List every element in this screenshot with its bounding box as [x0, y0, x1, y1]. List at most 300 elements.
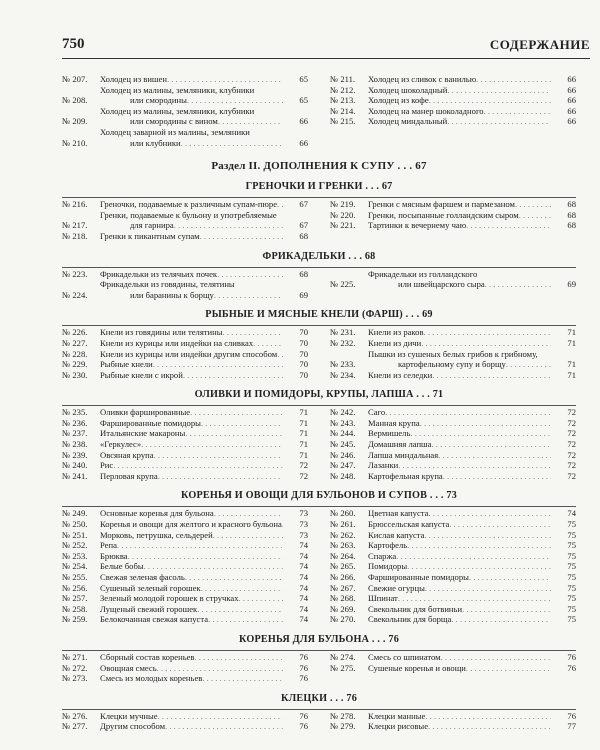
entry-title	[368, 349, 551, 370]
toc-entry[interactable]	[62, 540, 308, 551]
entry-page: 68	[567, 199, 576, 210]
toc-entry[interactable]	[62, 269, 308, 280]
toc-entry[interactable]	[330, 418, 576, 429]
toc-entry[interactable]	[62, 428, 308, 439]
toc-entry[interactable]	[330, 407, 576, 418]
entry-page: 72	[567, 439, 576, 450]
entry-page: 66	[567, 95, 576, 106]
left-column	[62, 508, 308, 625]
entry-title-line	[100, 231, 283, 242]
toc-entry[interactable]	[330, 74, 576, 85]
toc-entry[interactable]	[62, 349, 308, 360]
toc-entry[interactable]	[330, 508, 576, 519]
left-column	[62, 407, 308, 481]
entry-page: 75	[567, 529, 576, 540]
entry-page: 75	[567, 540, 576, 551]
toc-entry[interactable]	[330, 593, 576, 604]
toc-entry[interactable]	[330, 220, 576, 231]
dot-leader	[407, 561, 551, 572]
entry-title	[100, 127, 283, 148]
toc-entry[interactable]	[330, 471, 576, 482]
entry-title	[368, 593, 551, 604]
entry-page: 66	[299, 137, 308, 148]
toc-entry[interactable]	[62, 407, 308, 418]
dot-leader	[183, 370, 283, 381]
entry-number: № 225.	[330, 279, 356, 290]
toc-entry[interactable]	[330, 428, 576, 439]
entry-title-line	[100, 359, 283, 370]
dot-leader	[158, 711, 283, 722]
toc-entry[interactable]	[330, 614, 576, 625]
entry-title-text: или баранины к борщу	[130, 289, 214, 300]
entry-number: № 223.	[62, 268, 88, 279]
entry-number: № 238.	[62, 439, 88, 450]
dot-leader	[181, 138, 283, 149]
entry-page: 72	[567, 470, 576, 481]
toc-entry[interactable]	[330, 583, 576, 594]
section-divider	[62, 325, 576, 326]
entry-number: № 271.	[62, 651, 88, 662]
toc-entry[interactable]	[62, 530, 308, 541]
entry-title	[368, 583, 551, 594]
entry-number: № 221.	[330, 220, 356, 231]
toc-entry[interactable]	[330, 210, 576, 221]
entry-page: 68	[567, 209, 576, 220]
entry-number: № 264.	[330, 550, 356, 561]
entry-title-text: или швейцарского сыра	[398, 279, 485, 290]
dot-leader	[429, 95, 551, 106]
entry-page: 71	[567, 327, 576, 338]
toc-entry[interactable]	[62, 471, 308, 482]
toc-entry[interactable]	[62, 85, 308, 106]
entry-title-text: Свекольник для борща	[368, 614, 452, 625]
toc-entry[interactable]	[62, 359, 308, 370]
entry-number: № 208.	[62, 95, 88, 106]
toc-entry[interactable]	[330, 95, 576, 106]
toc-entry[interactable]	[62, 127, 308, 148]
entry-number: № 220.	[330, 209, 356, 220]
right-column	[330, 711, 576, 732]
entry-title-line	[100, 407, 283, 418]
entry-columns	[62, 199, 576, 241]
entry-columns	[62, 711, 576, 732]
entry-title-text: Холодец на манер шоколадного	[368, 105, 484, 116]
entry-title-text: Основные коренья для бульона	[100, 508, 214, 519]
entry-number: № 261.	[330, 519, 356, 530]
entry-title	[100, 551, 283, 562]
entry-title-line	[368, 508, 551, 519]
entry-title-text: Холодец из вишен	[100, 74, 167, 84]
dot-leader	[167, 74, 283, 85]
dot-leader	[425, 711, 551, 722]
entry-number: № 217.	[62, 220, 88, 231]
toc-entry[interactable]	[62, 572, 308, 583]
toc-entry[interactable]	[330, 327, 576, 338]
entry-title-text: Рыбные кнели	[100, 359, 153, 370]
entry-page: 75	[567, 561, 576, 572]
dot-leader	[398, 460, 551, 471]
entry-title-line	[100, 711, 283, 722]
entry-title-text: картофельному супу и борщу	[398, 359, 506, 370]
entry-title	[100, 370, 283, 381]
entry-title	[368, 652, 551, 663]
entry-title-line	[368, 210, 551, 221]
toc-entry[interactable]	[330, 551, 576, 562]
entry-page: 70	[299, 359, 308, 370]
dot-leader	[410, 428, 551, 439]
toc-entry[interactable]	[62, 663, 308, 674]
toc-entry[interactable]	[330, 269, 576, 290]
toc-entry[interactable]	[62, 418, 308, 429]
entry-page: 74	[299, 593, 308, 604]
dot-leader	[421, 338, 551, 349]
entry-title	[100, 572, 283, 583]
entry-title	[368, 508, 551, 519]
toc-entry[interactable]	[62, 652, 308, 663]
entry-number: № 250.	[62, 519, 88, 530]
dot-leader	[194, 652, 283, 663]
toc-entry[interactable]	[330, 370, 576, 381]
entry-page: 71	[299, 417, 308, 428]
entry-title-text: Рис	[100, 460, 114, 471]
entry-title-line	[100, 95, 283, 106]
entry-page: 75	[567, 582, 576, 593]
toc-entry[interactable]	[330, 349, 576, 370]
entry-title-line	[368, 530, 551, 541]
entry-title-line	[100, 460, 283, 471]
toc-entry[interactable]	[330, 116, 576, 127]
entry-page: 77	[567, 721, 576, 732]
entry-title-text: Греночки, подаваемые к различным супам-пюре	[100, 199, 278, 210]
toc-entry[interactable]	[62, 604, 308, 615]
entry-title-line	[368, 439, 551, 450]
entry-title-line	[100, 604, 283, 615]
entry-title-line	[100, 673, 283, 684]
dot-leader	[253, 338, 283, 349]
toc-entry[interactable]	[62, 338, 308, 349]
toc-entry[interactable]	[330, 572, 576, 583]
toc-entry[interactable]	[330, 460, 576, 471]
toc-entry[interactable]	[330, 199, 576, 210]
entry-title-line	[368, 450, 551, 461]
entry-number: № 219.	[330, 199, 356, 210]
toc-entry[interactable]	[330, 604, 576, 615]
entry-title-text: Брюссельская капуста	[368, 519, 450, 530]
toc-entry[interactable]	[62, 231, 308, 242]
toc-entry[interactable]	[330, 450, 576, 461]
entry-number: № 263.	[330, 540, 356, 551]
dot-leader	[462, 604, 551, 615]
entry-title-text: Помидоры	[368, 561, 408, 572]
entry-number: № 275.	[330, 662, 356, 673]
entry-columns	[62, 327, 576, 380]
toc-entry[interactable]	[62, 460, 308, 471]
entry-page: 76	[299, 651, 308, 662]
entry-title-text: Итальянские макароны	[100, 428, 186, 439]
entry-page: 66	[567, 74, 576, 84]
entry-page: 69	[299, 289, 308, 300]
entry-title	[368, 106, 551, 117]
toc-entry[interactable]	[62, 721, 308, 732]
entry-number: № 240.	[62, 460, 88, 471]
toc-entry[interactable]	[330, 652, 576, 663]
entry-title-text: Кнели из дичи	[368, 337, 422, 348]
entry-title-line	[100, 418, 283, 429]
dot-leader	[144, 561, 283, 572]
entry-page: 67	[299, 220, 308, 231]
entry-page: 72	[299, 470, 308, 481]
entry-page: 73	[299, 519, 308, 530]
entry-number: № 234.	[330, 369, 356, 380]
entry-number: № 244.	[330, 428, 356, 439]
toc-entry[interactable]	[330, 540, 576, 551]
entry-title-line	[368, 407, 551, 418]
entry-title-line	[368, 663, 551, 674]
entry-title	[368, 519, 551, 530]
entry-title-line	[100, 74, 283, 85]
toc-entry[interactable]	[330, 711, 576, 722]
toc-entry[interactable]	[330, 561, 576, 572]
entry-number: № 266.	[330, 572, 356, 582]
entry-page: 76	[299, 662, 308, 673]
entry-page: 73	[299, 508, 308, 519]
entry-title-line	[100, 572, 283, 583]
entry-columns	[62, 74, 576, 148]
entry-title-line	[368, 428, 551, 439]
entry-number: № 245.	[330, 439, 356, 450]
dot-leader	[200, 231, 283, 242]
dot-leader	[398, 593, 551, 604]
entry-title-text: Белые бобы	[100, 561, 144, 572]
dot-leader	[277, 199, 283, 210]
toc-entry[interactable]	[62, 199, 308, 210]
toc-entry[interactable]	[330, 519, 576, 530]
dot-leader	[385, 407, 551, 418]
entry-title-text: Белокочанная свежая капуста	[100, 614, 209, 625]
entry-page: 66	[567, 84, 576, 95]
toc-entry[interactable]	[62, 614, 308, 625]
entry-title-line	[368, 327, 551, 338]
entry-title-line	[368, 370, 551, 381]
entry-title	[100, 460, 283, 471]
entry-page: 74	[299, 561, 308, 572]
dot-leader	[277, 349, 283, 360]
dot-leader	[214, 508, 283, 519]
entry-title	[368, 711, 551, 722]
entry-page: 68	[567, 220, 576, 231]
entry-title	[368, 572, 551, 583]
entry-title-text: Свекольник для ботвиньи	[368, 603, 463, 614]
entry-columns	[62, 652, 576, 684]
entry-page: 72	[567, 428, 576, 439]
dot-leader	[449, 519, 551, 530]
entry-title	[100, 279, 283, 300]
entry-number: № 260.	[330, 508, 356, 519]
entry-title	[368, 116, 551, 127]
entry-title-text: Тартинки к вечернему чаю	[368, 220, 467, 231]
right-column	[330, 199, 576, 241]
entry-title	[100, 711, 283, 722]
entry-title-line	[100, 450, 283, 461]
entry-title-line	[100, 428, 283, 439]
toc-entry[interactable]	[62, 508, 308, 519]
dot-leader	[190, 407, 283, 418]
toc-entry[interactable]	[330, 663, 576, 674]
entry-title-text: Лапша миндальная	[368, 449, 439, 460]
toc-entry[interactable]	[330, 530, 576, 541]
entry-title-text: или смородины с вином	[130, 116, 218, 127]
entry-title-line	[100, 338, 283, 349]
entry-title-text: Кнели из говядины или телятины	[100, 327, 223, 338]
toc-entry[interactable]	[62, 74, 308, 85]
entry-page: 72	[567, 407, 576, 418]
toc-entry[interactable]	[62, 711, 308, 722]
right-column	[330, 508, 576, 625]
entry-number: № 229.	[62, 359, 88, 370]
entry-title-text: Смесь из молодых кореньев	[100, 673, 203, 684]
entry-title-line	[368, 199, 551, 210]
toc-entry[interactable]	[62, 106, 308, 127]
entry-number: № 241.	[62, 470, 88, 481]
entry-title	[100, 530, 283, 541]
entry-title-text: Овсяная крупа	[100, 449, 154, 460]
dot-leader	[202, 673, 283, 684]
right-column	[330, 327, 576, 380]
entry-title	[368, 220, 551, 231]
entry-title	[368, 721, 551, 732]
entry-title	[100, 450, 283, 461]
entry-title-text: Клецки рисовые	[368, 721, 429, 732]
entry-title	[100, 210, 283, 231]
entry-number: № 209.	[62, 116, 88, 127]
entry-title-text: Домашняя лапша	[368, 439, 432, 450]
toc-entry[interactable]	[62, 561, 308, 572]
entry-title	[100, 407, 283, 418]
toc-entry[interactable]	[62, 551, 308, 562]
dot-leader	[438, 450, 551, 461]
entry-title	[368, 327, 551, 338]
entry-title-text: Гренки, посыпанные голландским сыром	[368, 209, 519, 220]
toc-entry[interactable]	[330, 85, 576, 96]
toc-entry[interactable]	[62, 673, 308, 684]
section-heading: РЫБНЫЕ И МЯСНЫЕ КНЕЛИ (ФАРШ) . . . 69	[205, 309, 433, 321]
entry-number: № 231.	[330, 327, 356, 338]
entry-title-text: Лущеный свежий горошек	[100, 603, 198, 614]
entry-title-line	[368, 85, 551, 96]
entry-title-line	[368, 604, 551, 615]
entry-page: 76	[299, 721, 308, 732]
entry-page: 76	[567, 662, 576, 673]
entry-title-line	[368, 220, 551, 231]
entry-title	[100, 327, 283, 338]
entry-page: 76	[567, 651, 576, 662]
entry-title	[368, 471, 551, 482]
entry-title-line: Фрикадельки из говядины, телятины	[100, 279, 235, 290]
dot-leader	[185, 428, 283, 439]
toc-entry[interactable]	[62, 439, 308, 450]
toc-entry[interactable]	[62, 519, 308, 530]
entry-page: 76	[299, 673, 308, 684]
entry-title	[368, 604, 551, 615]
entry-title-text: для гарнира	[130, 220, 174, 231]
dot-leader	[282, 519, 283, 530]
entry-page: 68	[299, 230, 308, 241]
entry-title	[100, 673, 283, 684]
entry-number: № 210.	[62, 137, 88, 148]
entry-number: № 259.	[62, 614, 88, 625]
entry-title	[368, 614, 551, 625]
entry-title-line	[100, 439, 283, 450]
dot-leader	[197, 604, 283, 615]
entry-title	[100, 663, 283, 674]
entry-page: 71	[567, 359, 576, 370]
section-divider	[62, 267, 576, 268]
entry-title-line	[100, 290, 283, 301]
entry-title-text: Картофель	[368, 540, 408, 551]
toc-entry[interactable]	[62, 279, 308, 300]
right-column	[330, 269, 576, 301]
entry-page: 74	[299, 603, 308, 614]
entry-title	[368, 269, 551, 290]
toc-entry[interactable]	[62, 210, 308, 231]
entry-page: 74	[299, 614, 308, 625]
entry-title-line	[100, 593, 283, 604]
toc-entry[interactable]	[330, 721, 576, 732]
toc-entry[interactable]	[330, 106, 576, 117]
entry-number: № 269.	[330, 603, 356, 614]
entry-title-line	[100, 370, 283, 381]
toc-entry[interactable]	[62, 370, 308, 381]
dot-leader	[223, 327, 284, 338]
entry-number: № 276.	[62, 710, 88, 721]
toc-entry[interactable]	[62, 450, 308, 461]
left-column	[62, 711, 308, 732]
entry-title	[100, 74, 283, 85]
left-column	[62, 652, 308, 684]
entry-title-line	[100, 652, 283, 663]
entry-number: № 211.	[330, 74, 356, 84]
entry-number: № 254.	[62, 561, 88, 572]
entry-title	[100, 614, 283, 625]
entry-title-text: Холодец из кофе	[368, 95, 429, 106]
entry-title-line	[100, 540, 283, 551]
toc-entry[interactable]	[62, 583, 308, 594]
toc-entry[interactable]	[62, 327, 308, 338]
toc-entry[interactable]	[330, 338, 576, 349]
entry-number: № 212.	[330, 84, 356, 95]
entry-title	[100, 199, 283, 210]
dot-leader	[174, 220, 283, 231]
entry-title-text: Фаршированные помидоры	[368, 572, 469, 582]
entry-title-text: Сушеный зеленый горошек	[100, 582, 201, 593]
dot-leader	[113, 460, 283, 471]
toc-entry[interactable]	[62, 593, 308, 604]
entry-title-text: Брюква	[100, 550, 128, 561]
entry-page: 74	[299, 550, 308, 561]
toc-entry[interactable]	[330, 439, 576, 450]
entry-title	[368, 561, 551, 572]
dot-leader	[128, 551, 283, 562]
entry-title-text: Картофельная крупа	[368, 470, 443, 481]
entry-page: 71	[299, 449, 308, 460]
dot-leader	[201, 418, 283, 429]
entry-title	[100, 519, 283, 530]
entry-number: № 224.	[62, 289, 88, 300]
entry-page: 75	[567, 550, 576, 561]
entry-number: № 232.	[330, 337, 356, 348]
entry-number: № 257.	[62, 593, 88, 604]
entry-page: 70	[299, 348, 308, 359]
